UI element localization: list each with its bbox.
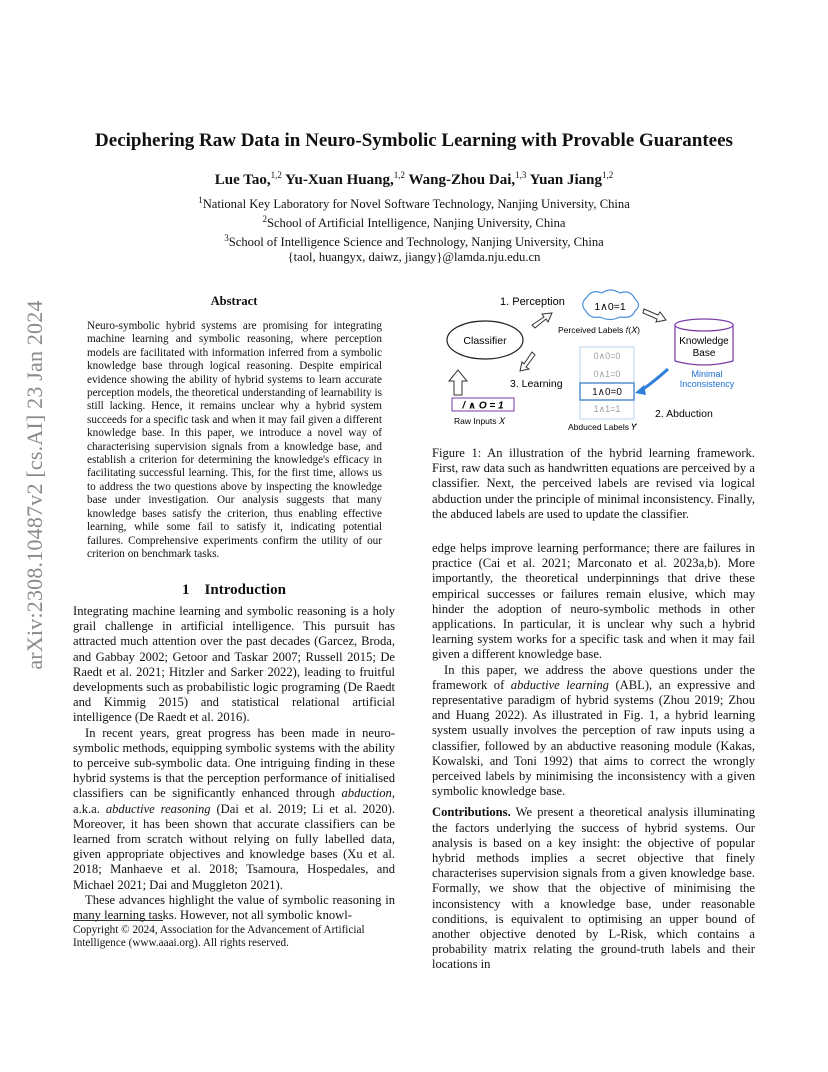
paragraph: In recent years, great progress has been made in neuro-symbolic methods, equipping symbolic systems with the ability to perceive sub-symbolic data. One intriguing finding in these hybrid systems is that the perception performance of initialised classifiers can be significantly enhanced through abduction, a.k.a. abductive reasoning (Dai et al. 2019; Li et al. 2020). Moreover, it has been shown that accurate classifiers can be learned from scratch without relying on fully labelled data, given appropriate objectives and knowledge bases (Xu et al. 2018; Manhaeve et al. 2018; Tsamoura, Hospedales, and Michael 2021; Dai and Muggleton 2021).	[73, 725, 396, 892]
affiliation: $^2$School of Artificial Intelligence, Nanjing University, China	[262, 213, 566, 231]
handwritten-equation: / ∧ O = 1	[462, 400, 504, 412]
abstract-text: Neuro-symbolic hybrid systems are promising for integrating machine learning and symbolic reasoning, where perception models are facilitated with information inferred from a symbolic knowledge base through logical reasoning. Despite empirical evidence showing the ability of hybrid systems to learn accurate perception models, the theoretical understanding of learnability is still lacking. Hence, it remains unclear why a hybrid system succeeds for a specific task and when it may fail given a different knowledge base. In this paper, we introduce a novel way of characterising supervision signals from a knowledge base, and establish a criterion for determining the knowledge's efficacy in facilitating successful learning. This, for the first time, allows us to address the two questions above by inspecting the knowledge base under investigation. Our analysis suggests that many knowledge bases satisfy the criterion, thus enabling effective learning, while some fail to satisfy it, indicating potential failures. Comprehensive experiments confirm the utility of our criterion on benchmark tasks.	[87, 320, 382, 560]
abduced-labels-label: Abduced Labels 𝑌̄	[568, 422, 638, 432]
affiliation: $^3$School of Intelligence Science and Technology, Nanjing University, China	[224, 232, 604, 250]
paragraph: Contributions. We present a theoretical analysis illuminating the factors underlying the success of hybrid systems. Our analysis is based on a key insight: the objective of popular hybrid methods implies a secret objective that finely characterises supervision signals from a given knowledge base. Formally, we show that the objective of minimising the inconsistency with a knowledge base, under reasonable conditions, is equivalent to optimising an upper bound of another objective denoted by L-Risk, which contains a probability matrix relating the ground-truth labels and their locations in	[432, 805, 755, 972]
author-list: Lue Tao,$^{1,2}$ Yu-Xuan Huang,$^{1,2}$ Wang-Zhou Dai,$^{1,3}$ Yuan Jiang$^{1,2}$	[214, 170, 614, 188]
introduction-body	[73, 604, 395, 923]
arxiv-stamp: arXiv:2308.10487v2 [cs.AI] 23 Jan 2024	[22, 300, 47, 670]
raw-inputs-label: Raw Inputs 𝑋	[454, 416, 505, 426]
classifier-label: Classifier	[463, 335, 507, 347]
arrow-up-right-icon	[532, 313, 552, 328]
paragraph: These advances highlight the value of symbolic reasoning in many learning tasks. However, not all symbolic knowl-	[73, 892, 395, 923]
perceived-labels-label: Perceived Labels 𝑓(𝑋)	[558, 325, 640, 335]
abstract-heading: Abstract	[210, 294, 258, 308]
kb-label: Knowledge	[679, 336, 729, 347]
candidate-label: 1∧1=1	[593, 404, 621, 414]
perception-label: 1. Perception	[500, 296, 565, 308]
paragraph: Integrating machine learning and symbolic reasoning is a holy grail challenge in artificial intelligence. This pursuit has attracted much attention over the past decades (Garcez, Broda, and Gabbay 2002; Getoor and Taskar 2007; Russell 2015; De Raedt et al. 2021; Hitzler and Sarker 2022), leading to fruitful developments such as probabilistic logic programing (De Raedt and Kimmig 2015) and statistical relational artificial intelligence (De Raedt et al. 2016).	[73, 604, 395, 725]
copyright-footnote: Copyright © 2024, Association for the Advancement of Artificial Intelligence (www.aaai.org). All rights reserved.	[73, 924, 365, 950]
candidate-label: 1∧0=0	[592, 387, 622, 398]
arrow-up-left-icon	[520, 352, 535, 371]
arrow-down-right-icon	[643, 309, 666, 322]
paper-title: Deciphering Raw Data in Neuro-Symbolic Learning with Provable Guarantees	[95, 130, 733, 151]
footnote-rule	[73, 920, 163, 921]
affiliation: $^1$National Key Laboratory for Novel Software Technology, Nanjing University, China	[198, 195, 630, 212]
author-name: Yu-Xuan Huang,	[285, 172, 394, 188]
candidate-label: 0∧0=0	[593, 351, 621, 361]
email-list: {taol, huangyx, daiwz, jiangy}@lamda.nju.edu.cn	[287, 249, 541, 264]
learning-label: 3. Learning	[510, 378, 563, 390]
paragraph: In this paper, we address the above questions under the framework of abductive learning (ABL), an expressive and representative paradigm of hybrid systems (Zhou 2019; Zhou and Huang 2022). As illustrated in Fig. 1, a hybrid learning system usually involves the perception of raw inputs using a classifier, followed by an abductive reasoning module (Kakas, Kowalski, and Toni 1992) that aims to correct the wrongly perceived labels by minimising the inconsistency with a given symbolic knowledge base.	[432, 662, 755, 799]
section-heading-introduction: 1 Introduction	[182, 582, 286, 598]
author-name: Wang-Zhou Dai,	[408, 172, 516, 188]
author-name: Lue Tao,	[214, 172, 271, 188]
author-name: Yuan Jiang	[529, 172, 603, 188]
minimal-inconsistency-label: Inconsistency	[679, 379, 735, 389]
arrow-up-icon	[449, 370, 467, 395]
affiliations	[60, 193, 768, 265]
abduction-label: 2. Abduction	[655, 408, 713, 420]
paragraph: edge helps improve learning performance; there are failures in practice (Cai et al. 2021; Marconato et al. 2023a,b). More importantly, the theoretical underpinnings that drive these empirical successes or failures remain elusive, which may hinder the adoption of neuro-symbolic methods in other applications. In particular, it is unclear why such a hybrid learning system works for a specific task and when it may fail given a different knowledge base.	[432, 541, 755, 662]
figure-hybrid-framework	[432, 285, 755, 435]
figure-caption: Figure 1: An illustration of the hybrid learning framework. First, raw data such as handwritten equations are perceived by a classifier. Next, the perceived labels are revised via logical abduction under the principle of minimal inconsistency. Finally, the abduced labels are used to update the classifier.	[432, 446, 755, 521]
kb-label: Base	[692, 348, 716, 359]
right-column-body	[432, 541, 755, 973]
candidate-label: 0∧1=0	[593, 369, 621, 379]
contributions-heading: Contributions.	[432, 805, 511, 820]
minimal-inconsistency-label: Minimal	[691, 369, 723, 379]
cloud-equation: 1∧0=1	[594, 301, 626, 313]
